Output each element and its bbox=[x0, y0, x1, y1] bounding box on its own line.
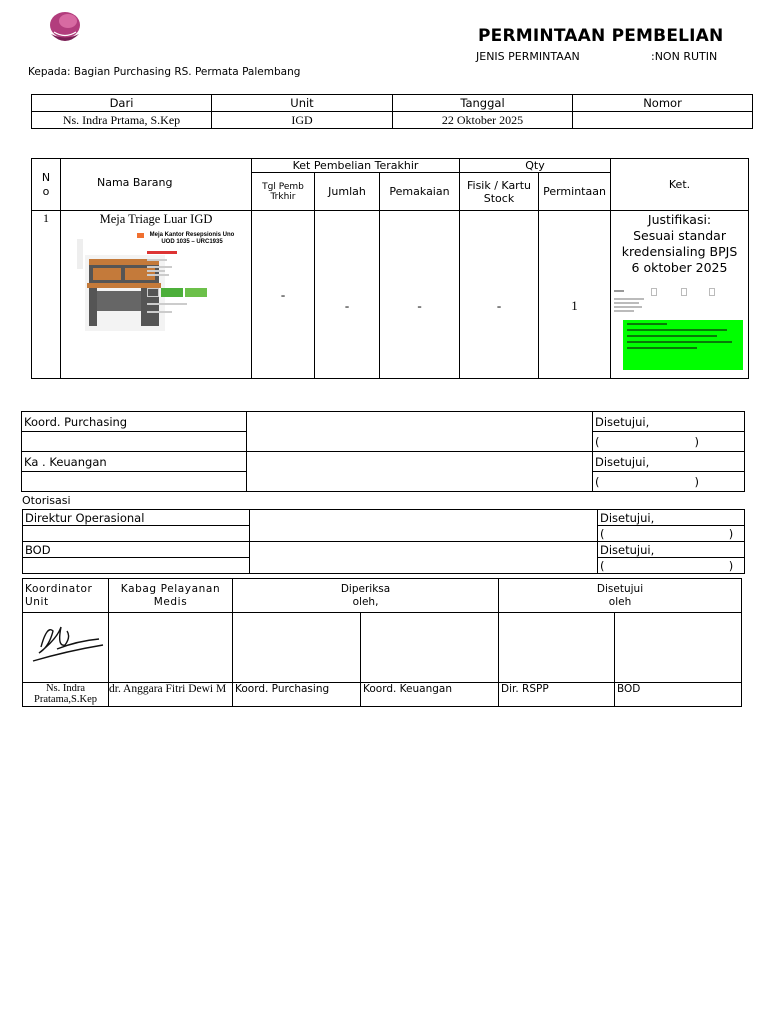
signature-space-row bbox=[23, 613, 742, 683]
signature-bod bbox=[615, 613, 742, 683]
row-no: 1 bbox=[32, 211, 61, 379]
page-title: PERMINTAAN PEMBELIAN bbox=[478, 26, 724, 46]
otorisasi-empty-1 bbox=[23, 526, 250, 542]
header-tanggal: Tanggal bbox=[393, 95, 573, 112]
row-pemakaian: - bbox=[380, 211, 460, 379]
items-table bbox=[31, 158, 749, 379]
approval-blank-2 bbox=[247, 452, 593, 492]
header-no bbox=[32, 159, 61, 211]
green-highlight bbox=[623, 320, 743, 370]
disetujui-text: Disetujui bbox=[596, 582, 644, 595]
row-tgl: - bbox=[252, 211, 315, 379]
hospital-logo-icon bbox=[46, 8, 84, 46]
otorisasi-table bbox=[22, 509, 745, 574]
signature-dir-rspp bbox=[499, 613, 615, 683]
diperiksa-text: Diperiksa bbox=[340, 582, 391, 595]
disetujui-oleh-text: oleh bbox=[608, 595, 632, 608]
otorisasi-row-3 bbox=[23, 542, 745, 558]
koord-purchasing-label: Koord. Purchasing bbox=[22, 412, 247, 432]
otorisasi-empty-2 bbox=[23, 558, 250, 574]
value-unit: IGD bbox=[212, 112, 393, 129]
approval-blank-1 bbox=[247, 412, 593, 452]
row-permintaan: 1 bbox=[539, 211, 611, 379]
approval-table-1 bbox=[21, 411, 745, 492]
table-row bbox=[32, 211, 749, 379]
name-koordinator: Ns. Indra Pratama,S.Kep bbox=[23, 683, 109, 707]
row-nama-cell bbox=[61, 211, 252, 379]
signature-paren-4: ( ) bbox=[598, 558, 745, 574]
approval-empty-2 bbox=[22, 472, 247, 492]
items-header-row-1 bbox=[32, 159, 749, 173]
justifikasi-line-4: 6 oktober 2025 bbox=[631, 260, 728, 275]
header-permintaan: Permintaan bbox=[539, 173, 611, 211]
row-nama: Meja Triage Luar IGD bbox=[99, 212, 213, 226]
disetujui-label-4: Disetujui, bbox=[598, 542, 745, 558]
header-disetujui bbox=[499, 579, 742, 613]
signature-koord-purchasing bbox=[233, 613, 361, 683]
otorisasi-blank-2 bbox=[250, 542, 598, 574]
disetujui-label-1: Disetujui, bbox=[593, 412, 745, 432]
header-no-text: N o bbox=[41, 170, 51, 198]
header-tgl: Tgl Pemb Trkhir bbox=[252, 173, 315, 211]
header-diperiksa bbox=[233, 579, 499, 613]
row-jumlah: - bbox=[315, 211, 380, 379]
header-koordinator-unit: Koordinator Unit bbox=[23, 579, 109, 613]
header-pemakaian: Pemakaian bbox=[380, 173, 460, 211]
approval-row-1 bbox=[22, 412, 745, 432]
value-nomor bbox=[573, 112, 753, 129]
approval-empty-1 bbox=[22, 432, 247, 452]
header-ket-pembelian: Ket Pembelian Terakhir bbox=[252, 159, 460, 173]
approval-row-3 bbox=[22, 452, 745, 472]
product-image bbox=[71, 233, 241, 353]
product-title: Meja Kantor Resepsionis Uno UOD 1035 – URC1935 bbox=[149, 232, 235, 245]
standard-doc-thumbnail bbox=[611, 286, 748, 374]
name-koord-keuangan: Koord. Keuangan bbox=[361, 683, 499, 707]
row-fisik: - bbox=[460, 211, 539, 379]
header-dari: Dari bbox=[32, 95, 212, 112]
header-unit: Unit bbox=[212, 95, 393, 112]
value-dari: Ns. Indra Prtama, S.Kep bbox=[32, 112, 212, 129]
row-ket-cell bbox=[611, 211, 749, 379]
header-nomor: Nomor bbox=[573, 95, 753, 112]
info-header-row bbox=[32, 95, 753, 112]
info-value-row bbox=[32, 112, 753, 129]
otorisasi-row-1 bbox=[23, 510, 745, 526]
header-qty: Qty bbox=[460, 159, 611, 173]
justifikasi-line-3: kredensialing BPJS bbox=[621, 244, 738, 259]
signature-table bbox=[22, 578, 742, 707]
signature-koordinator bbox=[23, 613, 109, 683]
diperiksa-oleh-text: oleh, bbox=[352, 595, 379, 608]
signature-kabag bbox=[109, 613, 233, 683]
signature-koord-keuangan bbox=[361, 613, 499, 683]
name-koord-purchasing: Koord. Purchasing bbox=[233, 683, 361, 707]
handwritten-signature-icon bbox=[27, 617, 107, 677]
header-kabag-pelayanan: Kabag Pelayanan Medis bbox=[109, 579, 233, 613]
direktur-operasional-label: Direktur Operasional bbox=[23, 510, 250, 526]
justifikasi-text bbox=[611, 212, 748, 276]
header-jumlah: Jumlah bbox=[315, 173, 380, 211]
justifikasi-line-1: Justifikasi: bbox=[647, 212, 712, 227]
jenis-permintaan-label: JENIS PERMINTAAN bbox=[476, 50, 580, 63]
name-dir-rspp: Dir. RSPP bbox=[499, 683, 615, 707]
name-bod: BOD bbox=[615, 683, 742, 707]
justifikasi-line-2: Sesuai standar bbox=[633, 228, 726, 243]
recipient-line: Kepada: Bagian Purchasing RS. Permata Palembang bbox=[28, 66, 301, 78]
value-tanggal: 22 Oktober 2025 bbox=[393, 112, 573, 129]
header-fisik: Fisik / Kartu Stock bbox=[460, 173, 539, 211]
signature-names-row bbox=[23, 683, 742, 707]
name-kabag: dr. Anggara Fitri Dewi M bbox=[109, 683, 233, 707]
header-nama-barang: Nama Barang bbox=[61, 159, 252, 211]
jenis-permintaan-value: :NON RUTIN bbox=[651, 50, 718, 63]
signature-paren-3: ( ) bbox=[598, 526, 745, 542]
disetujui-label-2: Disetujui, bbox=[593, 452, 745, 472]
signature-header-row bbox=[23, 579, 742, 613]
header-ket: Ket. bbox=[611, 159, 749, 211]
bod-label: BOD bbox=[23, 542, 250, 558]
otorisasi-blank-1 bbox=[250, 510, 598, 542]
signature-paren-1: ( ) bbox=[593, 432, 745, 452]
ka-keuangan-label: Ka . Keuangan bbox=[22, 452, 247, 472]
disetujui-label-3: Disetujui, bbox=[598, 510, 745, 526]
signature-paren-2: ( ) bbox=[593, 472, 745, 492]
info-table bbox=[31, 94, 753, 129]
otorisasi-label: Otorisasi bbox=[22, 494, 71, 507]
